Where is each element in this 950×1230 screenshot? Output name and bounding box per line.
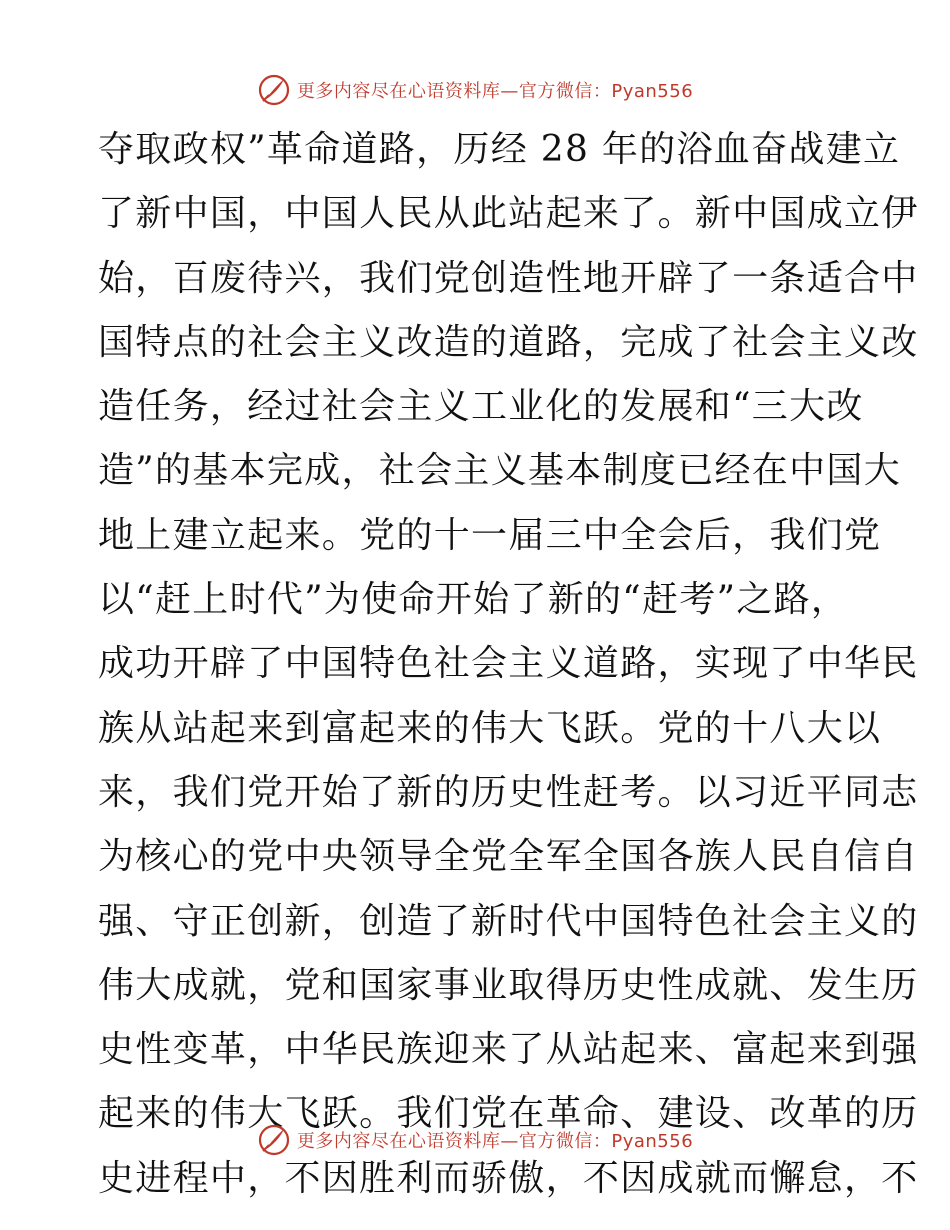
text-line: 始，百废待兴，我们党创造性地开辟了一条适合中 (98, 257, 919, 299)
text-line: 地上建立起来。党的十一届三中全会后，我们党 (98, 514, 882, 556)
text-line: 起来的伟大飞跃。我们党在革命、建设、改革的历 (98, 1093, 919, 1135)
text-line: 了新中国，中国人民从此站起来了。新中国成立伊 (98, 193, 919, 235)
text-line: 造”的基本完成，社会主义基本制度已经在中国大 (98, 450, 902, 492)
header-watermark-banner (0, 68, 950, 112)
footer-watermark-banner (0, 1118, 950, 1162)
text-line: 强、守正创新，创造了新时代中国特色社会主义的 (98, 900, 919, 942)
text-line: 伟大成就，党和国家事业取得历史性成就、发生历 (98, 964, 919, 1006)
text-line: 史性变革，中华民族迎来了从站起来、富起来到强 (98, 1029, 919, 1071)
text-line: 造任务，经过社会主义工业化的发展和“三大改 (98, 386, 864, 428)
text-line: 以“赶上时代”为使命开始了新的“赶考”之路， (98, 579, 849, 621)
quill-pen-logo-icon (257, 1123, 291, 1157)
quill-pen-logo-icon (257, 73, 291, 107)
text-line: 来，我们党开始了新的历史性赶考。以习近平同志 (98, 771, 919, 813)
text-line: 为核心的党中央领导全党全军全国各族人民自信自 (98, 836, 919, 878)
text-line: 成功开辟了中国特色社会主义道路，实现了中华民 (98, 643, 919, 685)
text-line: 夺取政权”革命道路，历经 28 年的浴血奋战建立 (98, 129, 901, 170)
footer-watermark-text: 更多内容尽在心语资料库—官方微信：Pyan556 (296, 1131, 694, 1152)
document-body (98, 118, 919, 1211)
text-line: 族从站起来到富起来的伟大飞跃。党的十八大以 (98, 707, 882, 749)
header-watermark-text: 更多内容尽在心语资料库—官方微信：Pyan556 (296, 81, 694, 102)
text-line: 国特点的社会主义改造的道路，完成了社会主义改 (98, 321, 919, 363)
text-line: 史进程中，不因胜利而骄傲，不因成就而懈怠，不 (98, 1157, 919, 1199)
